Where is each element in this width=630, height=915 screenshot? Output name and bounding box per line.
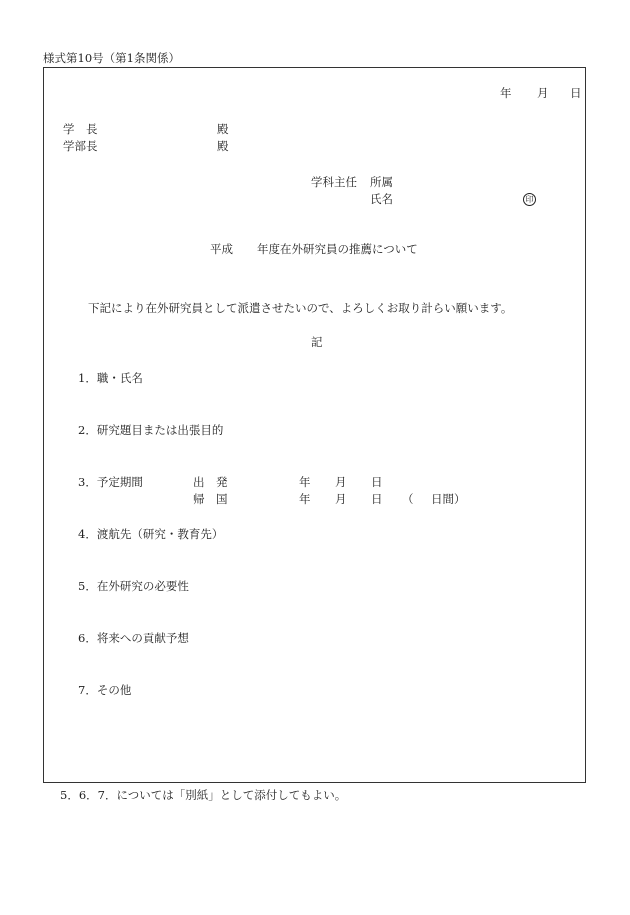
addressee-president: 学 長 [63, 122, 98, 136]
item-3-depart-day: 日 [371, 475, 383, 489]
addressee-dean-honorific: 殿 [217, 139, 229, 153]
item-3-return-day: 日 [371, 492, 383, 506]
item-3-return-label: 帰 国 [193, 492, 228, 506]
form-number: 様式第10号（第1条関係） [43, 51, 180, 65]
addressee-president-honorific: 殿 [217, 122, 229, 136]
addressee-dean: 学部長 [63, 139, 98, 153]
item-3-return-month: 月 [335, 492, 347, 506]
date-month-label: 月 [537, 86, 549, 100]
item-3-return-year: 年 [299, 492, 311, 506]
item-3-depart-label: 出 発 [193, 475, 228, 489]
date-day-label: 日 [570, 86, 582, 100]
item-3-days-close: 日間） [431, 492, 466, 506]
item-2-label: 2．研究題目または出張目的 [78, 423, 224, 437]
item-4-label: 4．渡航先（研究・教育先） [78, 527, 224, 541]
item-3-label: 3．予定期間 [78, 475, 143, 489]
body-text: 下記により在外研究員として派遣させたいので、よろしくお取り計らい願います。 [88, 301, 513, 315]
footnote: 5．6．7．については「別紙」として添付してもよい。 [60, 788, 347, 802]
ki-heading: 記 [311, 335, 323, 349]
item-3-days-open: （ [402, 492, 414, 506]
item-3-depart-year: 年 [299, 475, 311, 489]
subject-title: 年度在外研究員の推薦について [257, 242, 418, 256]
item-1-label: 1．職・氏名 [78, 371, 143, 385]
item-6-label: 6．将来への貢献予想 [78, 631, 189, 645]
sender-title: 学科主任 [311, 175, 357, 189]
sender-affiliation-label: 所属 [370, 175, 393, 189]
item-7-label: 7．その他 [78, 683, 132, 697]
seal-mark: 印 [523, 193, 536, 206]
date-year-label: 年 [500, 86, 512, 100]
item-3-depart-month: 月 [335, 475, 347, 489]
sender-name-label: 氏名 [370, 192, 393, 206]
subject-era: 平成 [210, 242, 233, 256]
item-5-label: 5．在外研究の必要性 [78, 579, 189, 593]
